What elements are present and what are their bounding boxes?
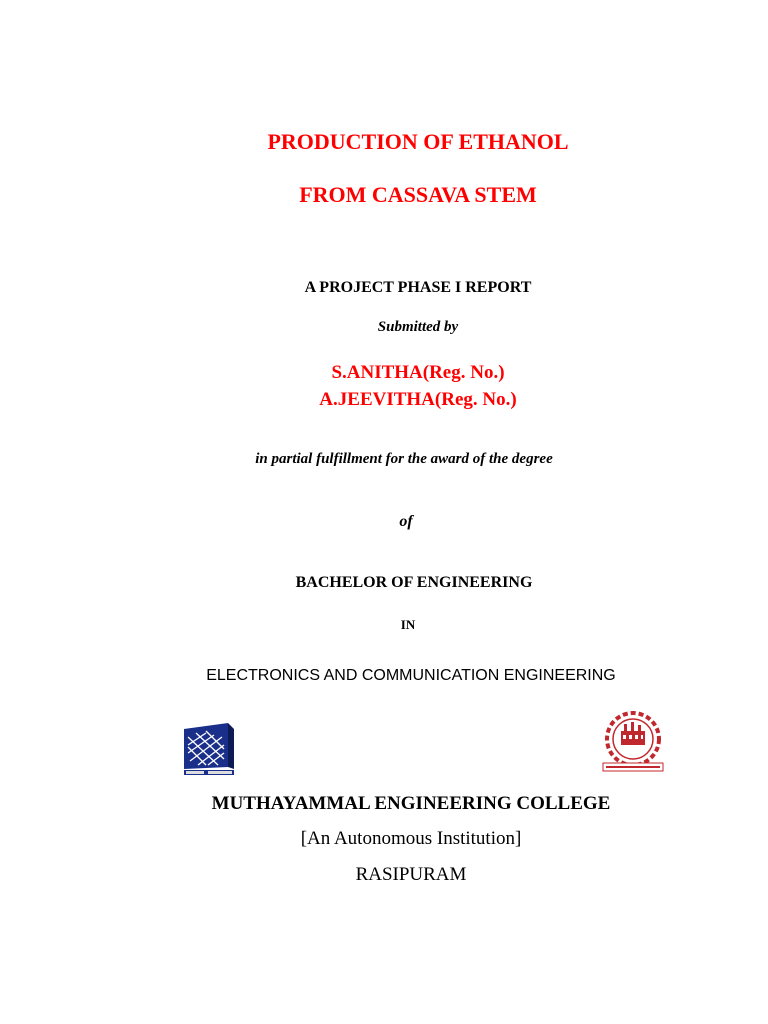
student-name-1: S.ANITHA(Reg. No.) <box>331 362 505 383</box>
report-type: A PROJECT PHASE I REPORT <box>304 279 532 296</box>
university-emblem <box>601 711 665 773</box>
college-logo-icon <box>178 721 238 777</box>
of-label: of <box>399 513 413 530</box>
institution-status: [An Autonomous Institution] <box>300 828 522 849</box>
student-name-2: A.JEEVITHA(Reg. No.) <box>319 389 517 410</box>
degree-name: BACHELOR OF ENGINEERING <box>295 574 533 591</box>
report-title-line-1: PRODUCTION OF ETHANOL <box>267 129 569 154</box>
submitted-by-label: Submitted by <box>377 319 459 335</box>
report-title-line-2: FROM CASSAVA STEM <box>299 182 537 207</box>
university-emblem-icon <box>601 711 665 773</box>
college-logo <box>178 721 238 777</box>
branch-name: ELECTRONICS AND COMMUNICATION ENGINEERING <box>206 667 616 684</box>
college-city: RASIPURAM <box>355 864 467 885</box>
college-name: MUTHAYAMMAL ENGINEERING COLLEGE <box>211 793 611 814</box>
fulfillment-statement: in partial fulfillment for the award of the degree <box>255 451 553 467</box>
in-label: IN <box>400 617 416 632</box>
